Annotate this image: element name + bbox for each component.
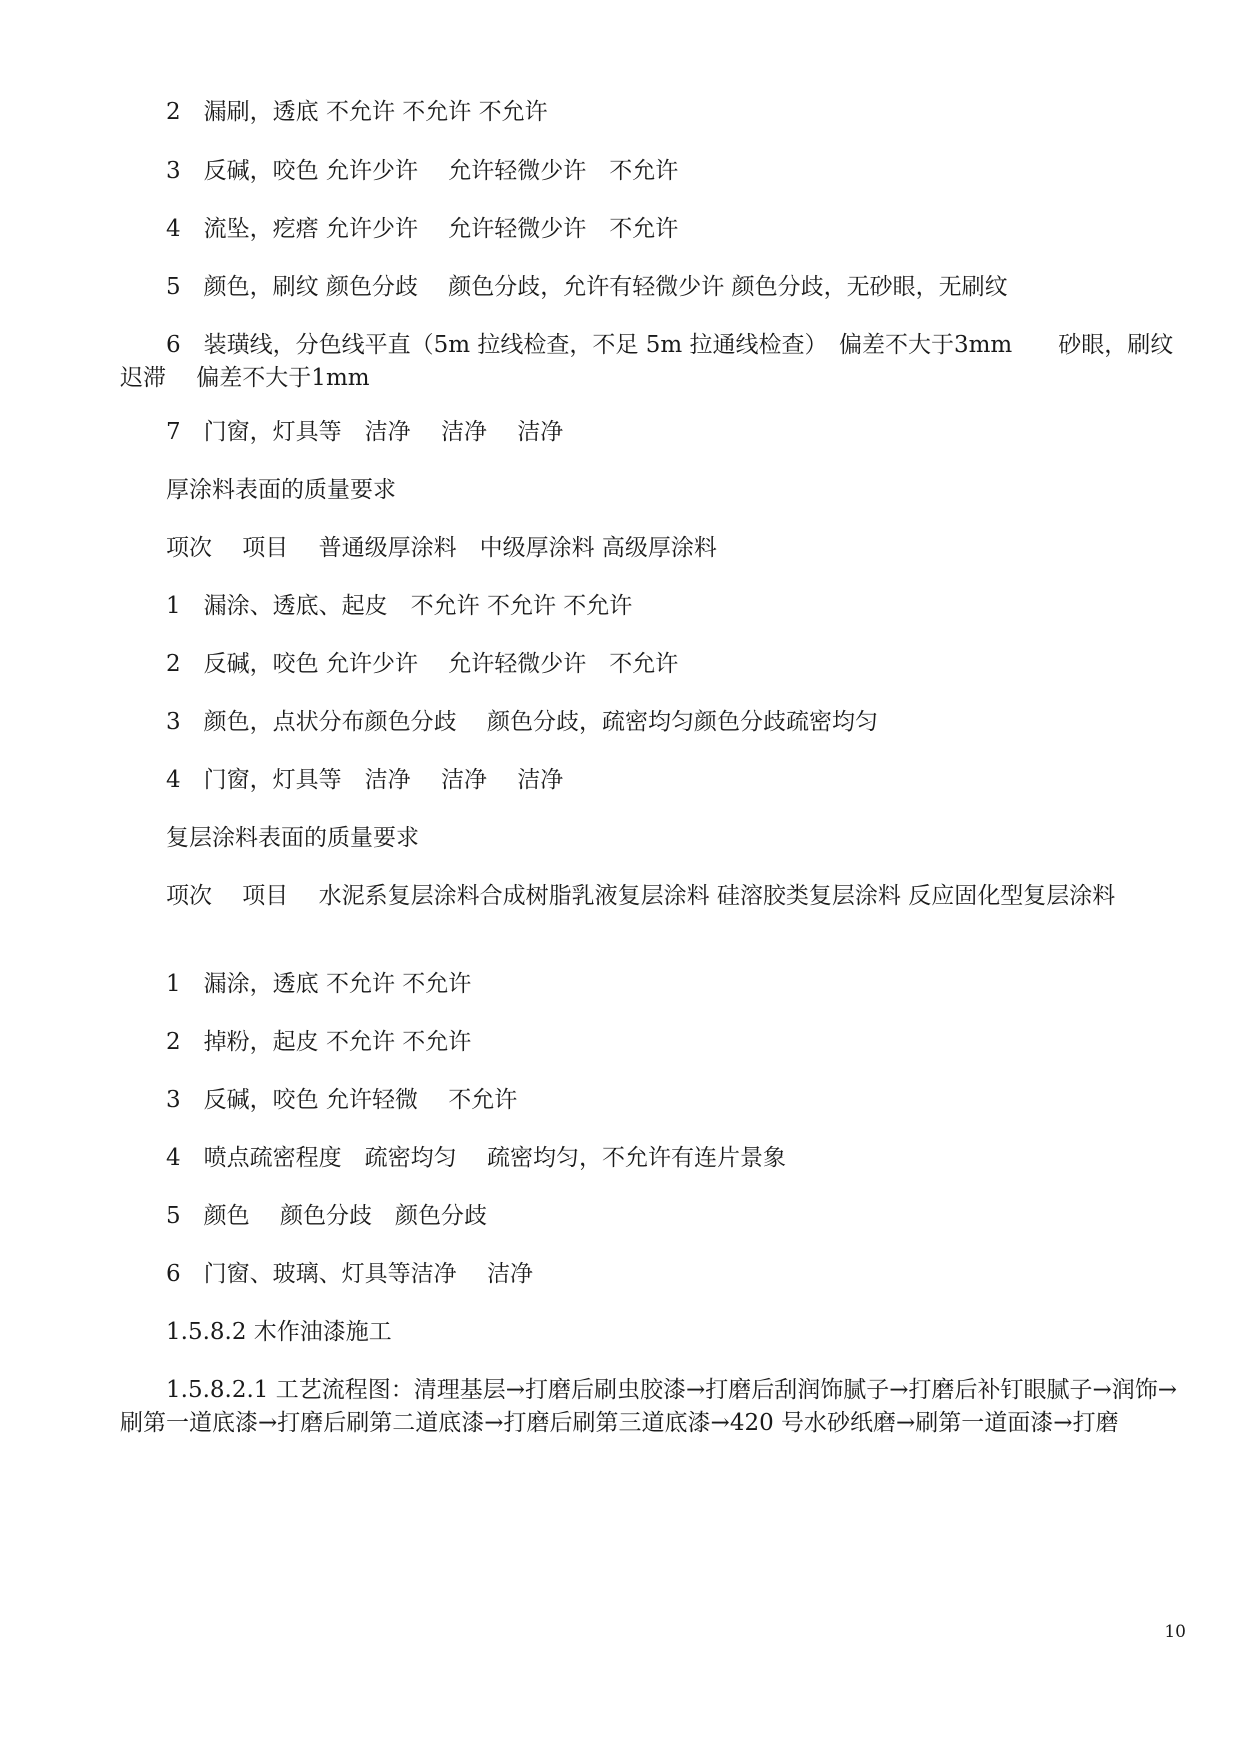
- table-header-thick-coating: 项次 项目 普通级厚涂料 中级厚涂料 高级厚涂料: [166, 535, 717, 561]
- text-line-15: 5 颜色 颜色分歧 颜色分歧: [166, 1203, 487, 1229]
- text-line-4: 5 颜色，刷纹 颜色分歧 颜色分歧，允许有轻微少许 颜色分歧，无砂眼，无刷纹: [166, 274, 1008, 300]
- text-line-7: 1 漏涂、透底、起皮 不允许 不允许 不允许: [166, 593, 633, 619]
- text-line-5: 6 装璜线，分色线平直（5m 拉线检查，不足 5m 拉通线检查） 偏差不大于3mm 砂眼，刷纹迟滞 偏差不大于1mm: [120, 332, 1174, 391]
- page-number: 10: [1164, 1622, 1186, 1642]
- text-line-11: 1 漏涂，透底 不允许 不允许: [166, 971, 472, 997]
- text-line-12: 2 掉粉，起皮 不允许 不允许: [166, 1029, 472, 1055]
- text-line-14: 4 喷点疏密程度 疏密均匀 疏密均匀，不允许有连片景象: [166, 1145, 786, 1171]
- text-line-10: 4 门窗，灯具等 洁净 洁净 洁净: [166, 767, 564, 793]
- text-line-2: 3 反碱，咬色 允许少许 允许轻微少许 不允许: [166, 158, 679, 184]
- table-header-multilayer-coating: 项次 项目 水泥系复层涂料合成树脂乳液复层涂料 硅溶胶类复层涂料 反应固化型复层涂料: [166, 883, 1116, 909]
- text-line-16: 6 门窗、玻璃、灯具等洁净 洁净: [166, 1261, 533, 1287]
- section-heading-multilayer-coating: 复层涂料表面的质量要求: [166, 825, 419, 851]
- section-heading-wood-paint: 1.5.8.2 木作油漆施工: [166, 1319, 392, 1345]
- text-line-9: 3 颜色，点状分布颜色分歧 颜色分歧，疏密均匀颜色分歧疏密均匀: [166, 709, 878, 735]
- section-heading-thick-coating: 厚涂料表面的质量要求: [166, 477, 396, 503]
- text-line-1: 2 漏刷，透底 不允许 不允许 不允许: [166, 99, 548, 125]
- text-line-13: 3 反碱，咬色 允许轻微 不允许: [166, 1087, 518, 1113]
- process-flow-paragraph: 1.5.8.2.1 工艺流程图：清理基层→打磨后刷虫胶漆→打磨后刮润饰腻子→打磨后补钉眼腻子→润饰→刷第一道底漆→打磨后刷第二道底漆→打磨后刷第三道底漆→420 号水砂纸磨→刷第一道面漆→打磨: [120, 1377, 1178, 1436]
- text-line-8: 2 反碱，咬色 允许少许 允许轻微少许 不允许: [166, 651, 679, 677]
- text-line-3: 4 流坠，疙瘩 允许少许 允许轻微少许 不允许: [166, 216, 679, 242]
- text-line-6: 7 门窗，灯具等 洁净 洁净 洁净: [166, 419, 564, 445]
